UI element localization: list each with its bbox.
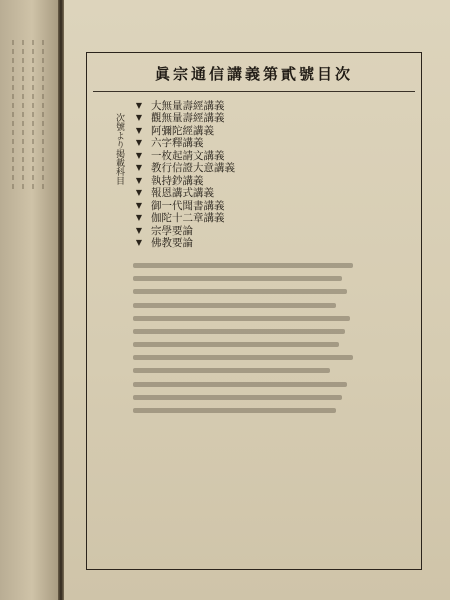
entry-title: 宗學要論 (151, 224, 193, 237)
contents-entry (133, 187, 415, 200)
entry-title: 御一代聞書講義 (151, 199, 225, 212)
contents-entry (133, 99, 415, 112)
contents-entry (133, 112, 415, 125)
entry-title: 大無量壽經講義 (151, 99, 225, 112)
entry-mark: ▼ (135, 138, 143, 148)
entry-mark: ▼ (135, 200, 143, 210)
entry-title: 阿彌陀經講義 (151, 124, 214, 137)
speaker-affiliation-line (133, 329, 345, 334)
entry-mark: ▼ (135, 125, 143, 135)
speaker-affiliation-line (133, 395, 342, 400)
speaker-affiliation-line (133, 342, 339, 347)
contents-entry (133, 124, 415, 137)
facing-page-text-line (22, 40, 24, 190)
title-rule (93, 91, 415, 92)
speaker-affiliations (133, 263, 415, 413)
facing-page (0, 0, 58, 600)
contents-entry (133, 224, 415, 237)
entry-mark: ▼ (135, 113, 143, 123)
speaker-affiliation-line (133, 408, 336, 413)
contents-page (64, 0, 450, 600)
entry-title: 報恩講式講義 (151, 187, 214, 199)
entry-title: 伽陀十二章講義 (151, 212, 225, 224)
contents-list (133, 99, 415, 249)
entry-mark: ▼ (135, 238, 143, 248)
entry-mark: ▼ (135, 150, 143, 160)
speaker-affiliation-line (133, 276, 342, 281)
contents-entry (133, 212, 415, 225)
speaker-affiliation-line (133, 263, 353, 268)
entry-mark: ▼ (135, 175, 143, 185)
speaker-affiliation-line (133, 303, 336, 308)
facing-page-text-line (42, 40, 44, 190)
entry-title: 觀無量壽經講義 (151, 112, 225, 124)
entry-title: 佛教要論 (151, 237, 193, 249)
contents-entry (133, 237, 415, 250)
entry-mark: ▼ (135, 225, 143, 235)
entry-mark: ▼ (135, 163, 143, 173)
entry-mark: ▼ (135, 100, 143, 110)
contents-entry (133, 162, 415, 175)
speaker-affiliation-line (133, 355, 353, 360)
contents-entry (133, 149, 415, 162)
speaker-affiliation-line (133, 289, 347, 294)
entry-mark: ▼ (135, 213, 143, 223)
speaker-affiliation-line (133, 368, 330, 373)
entry-title: 一枚起請文講義 (151, 149, 225, 162)
facing-page-text-line (12, 40, 14, 190)
contents-entry (133, 137, 415, 150)
entry-title: 六字釋講義 (151, 137, 204, 149)
entry-title: 執持鈔講義 (151, 174, 204, 187)
contents-frame (86, 52, 422, 570)
entry-mark: ▼ (135, 188, 143, 198)
facing-page-text-line (32, 40, 34, 190)
page-title: 眞宗通信講義第貳號目次 (154, 65, 353, 83)
entry-title: 教行信證大意講義 (151, 162, 235, 174)
contents-entry (133, 174, 415, 187)
margin-note: 次號より掲載科目 (114, 113, 124, 185)
speaker-affiliation-line (133, 316, 350, 321)
contents-entry (133, 199, 415, 212)
speaker-affiliation-line (133, 382, 347, 387)
